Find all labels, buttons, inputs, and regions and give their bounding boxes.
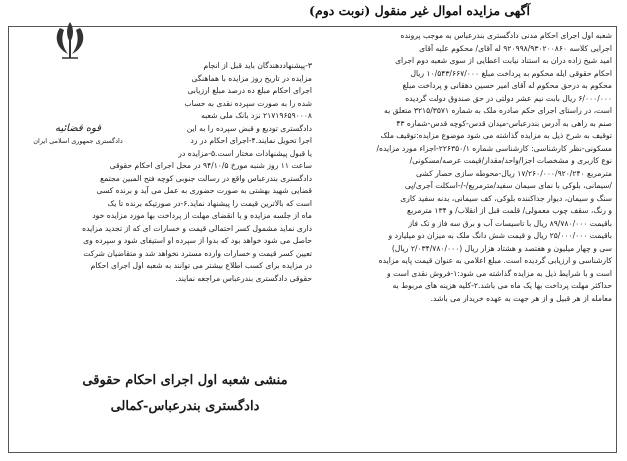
text-line: سنگ و سیمان، دیوار جداکننده بلوکی، کف سیمانی، بدنه سفید کاری: [400, 193, 612, 203]
text-line: اجرای احکام مبلغ ده درصد مبلغ ارزیابی: [187, 86, 312, 95]
text-line: دادگستری بندرعباس واقع در رسالت جنوبی کوچه فتح المبین مجتمع: [100, 173, 312, 183]
text-line: شعبه اول اجرای احکام مدنی دادگستری بندرعباس به موجب پرونده: [400, 31, 612, 40]
text-line: تعیین کسر قیمت و خسارات وارده مسترد نخواهد شد و متقاضیان شرکت: [83, 248, 312, 258]
text-line: ساعت ۱۱ روز شنبه مورخ ۹۴/۱۰/۵ در محل اجرای احکام حقوقی: [109, 161, 312, 170]
text-line: معامله از هر قبیل و از هر جهت به عهده خریدار می باشد.: [430, 293, 612, 303]
notice-left-column-wide: [12, 160, 312, 285]
text-line: احکام حقوقی ایله محکوم به پرداخت مبلغ ۱۰/۵۴۳/۶۶۷/۰۰۰ ریال: [410, 68, 612, 78]
text-line: است که بالاترین قیمت را پیشنهاد نماید.۶-در صورتیکه برنده تا یک: [107, 198, 312, 208]
text-line: حاصل می شود خواهد بود که بدوا از سپرده او استیفای شود و سپرده وی: [83, 236, 312, 245]
text-line: سی و چهار میلیون و هفتصد و هشتاد هزار ریال (۲/۰۳۴/۷۸۰/۰۰۰ ریال): [391, 243, 612, 253]
text-line: اجرایی کلاسه ۹۲۰۹۹۸/۹۳۰۲۰۰۸۶۰ له آقای/ محکوم علیه آقای: [419, 43, 612, 53]
text-line: مزایده در تاریخ روز مزایده با هماهنگی: [191, 73, 312, 83]
text-line: /سیمانی، بلوکی با نمای سیمان سفید/مترمربع/-/-اسکلت آجری/پی: [404, 181, 612, 190]
text-line: شده را به صورت سپرده نقدی به حساب: [184, 98, 312, 108]
text-line: و رنگ، سقف چوب معمولی/ قلمت قبل از انقلاب/ و ۱۳۴ مترمربع: [407, 206, 612, 215]
text-line: باقیمت ۸۹/۷۸۰/۰۰۰ ریال با تاسیسات آب و برق سه فاز و تک فاز: [408, 218, 612, 228]
text-line: در مزایده برای کسب اطلاع بیشتر می توانند به شعبه اول اجرای احکام: [90, 261, 312, 270]
notice-left-column-top: [130, 60, 312, 160]
text-line: یا قبول پیشنهادات مختار است.۵-مزایده در: [178, 148, 312, 158]
text-line: ۲۱۷۱۹۶۵۹۰۰۰۸ نزد بانک ملی شعبه: [201, 111, 312, 120]
text-line: مترمربع ۱۷/۲۶۰/۰۰۰/۹۲۰/۲۴۰ ریال-محوطه سازی حصار کشی: [415, 168, 612, 178]
text-line: اجرا تحویل نمایند.۴-اجرای احکام در رد: [190, 136, 312, 145]
text-line: حقوقی دادگستری بندرعباس مراجعه نمایند.: [175, 273, 312, 283]
text-line: صنم به راهی به آدرس بندرعباس-میدان قدس-کوچه قدس-شماره ۴۳: [396, 118, 612, 128]
court-signature: قوه قضائیه: [54, 123, 102, 134]
footer-clerk-title: منشی شعبه اول اجرای احکام حقوقی: [82, 373, 288, 388]
text-line: امید شیخ زاده دران به استناد نیابت اعطایی از سوی شعبه دوم اجرای: [395, 56, 612, 65]
text-line: نوع کاربری و مشخصات اجزا/واحد/مقدار/قیمت عرصه/مسکونی/: [409, 156, 612, 165]
text-line: دادگستری تودیع و قبض سپرده را به این: [186, 123, 312, 133]
text-line: ماه از جلسه مزایده و یا انقضای مهلت از پرداخت بها مورد مزایده خود: [92, 211, 312, 220]
text-line: است و با شرایط ذیل به مزایده گذاشته می شود:۱-فروش نقدی است و: [387, 268, 612, 278]
notice-title: آگهی مزایده اموال غیر منقول (نوبت دوم): [309, 3, 530, 18]
text-line: است، در راستای اجرای حکم صادره ملک به شماره ۳۲۱۵/۳۵۷۱ متعلق به: [384, 106, 612, 115]
notice-right-column: [318, 30, 612, 305]
text-line: حداکثر مهلت پرداخت بها یک ماه می باشد.۲-کلیه هزینه های مربوط به: [392, 281, 612, 290]
text-line: کارشناسی و ارزیابی گردیده است. مبلغ اعلامی به عنوان قیمت پایه مزایده: [378, 256, 612, 265]
text-line: قضایی شهید بهشتی به صورت حضوری به عمل می آید و برنده کسی: [96, 186, 312, 195]
text-line: محکوم به درحق محکوم له آقای امیر حسین دهقانی و پرداخت مبلغ: [402, 81, 612, 90]
footer-court-name: دادگستری بندرعباس-کمالی: [110, 399, 260, 414]
text-line: توقیف به شرح ذیل به مزایده گذاشته می شود موضوع مزایده:توقیف ملک: [380, 131, 612, 140]
court-seal: [28, 122, 128, 154]
text-line: باقیمت ۲۵/۰۰۰/۰۰۰ ریال و قیمت شش دانگ ملک به میزان دو میلیارد و: [388, 231, 612, 240]
iran-emblem-icon: [40, 18, 100, 62]
text-line: داری نماید مشمول کسر احتمالی قیمت و خسارات ای که از تجدید مزایده: [82, 223, 312, 233]
text-line: ۶/۰۰۰/۰۰۰ ریال بابت نیم عشر دولتی در حق صندوق دولت گردیده: [405, 93, 612, 103]
text-line: مسکونی-نظر کارشناسی: کارشناسی شماره ۲۲۶۳۵۰/۱-اجزاء مورد مزایده/: [376, 143, 612, 153]
notice-footer: [60, 368, 310, 420]
court-subtitle: دادگستری جمهوری اسلامی ایران: [33, 137, 123, 145]
text-line: ۳-پیشنهاددهندگان باید قبل از انجام: [203, 61, 312, 70]
